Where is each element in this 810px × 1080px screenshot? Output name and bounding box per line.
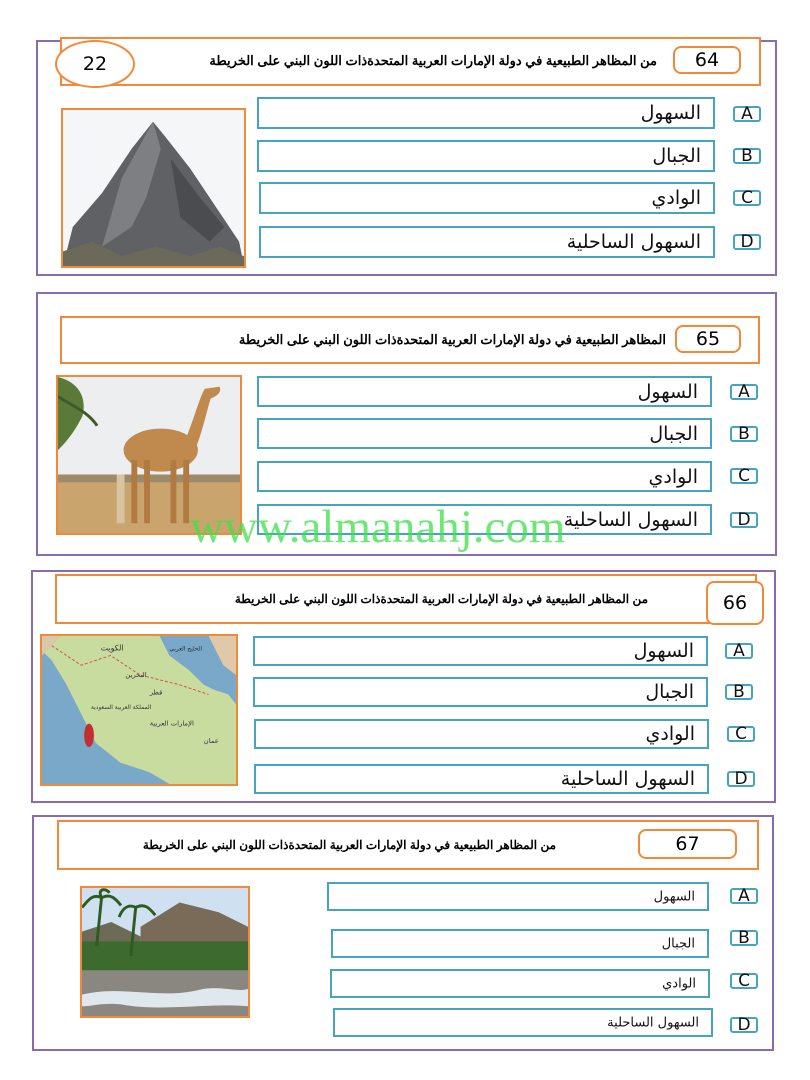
option-66-b[interactable] xyxy=(253,677,708,707)
map-label-oman: عمان xyxy=(203,737,219,746)
option-label: السهول xyxy=(640,102,701,124)
map-label-saudi: المملكة العربية السعودية xyxy=(90,705,152,712)
option-label: الجبال xyxy=(652,145,701,167)
question-text-64: من المظاهر الطبيعية في دولة الإمارات العربية المتحدةذات اللون البني على الخريطة xyxy=(209,53,657,68)
arabian-peninsula-map xyxy=(40,634,238,786)
question-text-65: المظاهر الطبيعية في دولة الإمارات العربية المتحدةذات اللون البني على الخريطة xyxy=(238,332,666,347)
option-label: الجبال xyxy=(661,936,695,951)
option-65-a[interactable] xyxy=(257,376,712,407)
option-64-a[interactable] xyxy=(257,97,715,129)
map-label-uae: الإمارات العربية xyxy=(149,719,194,728)
option-letter-a[interactable]: A xyxy=(725,643,753,659)
mountain-photo xyxy=(61,108,246,268)
option-label: الوادي xyxy=(648,465,698,488)
option-67-a[interactable] xyxy=(327,882,709,911)
question-number-66: 66 xyxy=(706,581,764,625)
option-65-b[interactable] xyxy=(257,418,712,449)
page-badge: 22 xyxy=(55,40,135,88)
map-label-bahrain: البحرين xyxy=(125,670,147,679)
question-number-64: 64 xyxy=(673,46,741,74)
option-66-a[interactable] xyxy=(253,636,708,666)
option-label: الجبال xyxy=(645,681,694,703)
option-letter-d[interactable]: D xyxy=(727,771,755,787)
option-label: الوادي xyxy=(651,187,701,209)
option-letter-d[interactable]: D xyxy=(730,512,758,528)
option-66-c[interactable] xyxy=(254,719,709,749)
option-letter-a[interactable]: A xyxy=(730,888,758,904)
option-67-b[interactable] xyxy=(331,929,709,958)
option-64-c[interactable] xyxy=(259,182,715,214)
option-label: الجبال xyxy=(649,422,698,445)
question-text-67: من المظاهر الطبيعية في دولة الإمارات العربية المتحدةذات اللون البني على الخريطة xyxy=(142,838,556,852)
option-letter-c[interactable]: C xyxy=(733,190,761,206)
map-label-qatar: قطر xyxy=(149,688,163,697)
map-label-gulf: الخليج العربي xyxy=(169,646,203,653)
option-label: السهول الساحلية xyxy=(566,231,701,253)
option-label: السهول الساحلية xyxy=(563,508,698,531)
option-label: السهول xyxy=(653,889,695,904)
watermark: www.almanahj.com xyxy=(190,501,566,553)
option-letter-a[interactable]: A xyxy=(730,384,758,400)
option-label: السهول الساحلية xyxy=(560,768,695,790)
option-letter-c[interactable]: C xyxy=(727,726,755,742)
wadi-photo xyxy=(80,886,250,1018)
question-number-65: 65 xyxy=(675,325,741,353)
question-text-66: من المظاهر الطبيعية في دولة الإمارات العربية المتحدةذات اللون البني على الخريطة xyxy=(234,592,648,606)
option-letter-b[interactable]: B xyxy=(733,148,761,164)
option-label: الوادي xyxy=(662,976,696,991)
option-label: السهول الساحلية xyxy=(607,1015,699,1030)
option-letter-b[interactable]: B xyxy=(730,426,758,442)
option-letter-b[interactable]: B xyxy=(725,684,753,700)
option-67-d[interactable] xyxy=(333,1008,713,1037)
option-67-c[interactable] xyxy=(330,969,710,998)
option-label: الوادي xyxy=(645,723,695,745)
option-letter-c[interactable]: C xyxy=(730,468,758,484)
option-label: السهول xyxy=(637,380,698,403)
question-number-67: 67 xyxy=(638,829,737,859)
option-66-d[interactable] xyxy=(254,764,709,794)
option-letter-d[interactable]: D xyxy=(733,234,761,250)
option-letter-a[interactable]: A xyxy=(733,106,761,122)
option-64-d[interactable] xyxy=(259,226,715,258)
option-letter-c[interactable]: C xyxy=(730,973,758,989)
option-letter-d[interactable]: D xyxy=(730,1017,758,1033)
map-label-kuwait: الكويت xyxy=(100,643,124,653)
option-64-b[interactable] xyxy=(257,140,715,172)
option-label: السهول xyxy=(633,640,694,662)
option-65-c[interactable] xyxy=(257,461,712,492)
option-letter-b[interactable]: B xyxy=(730,930,758,946)
